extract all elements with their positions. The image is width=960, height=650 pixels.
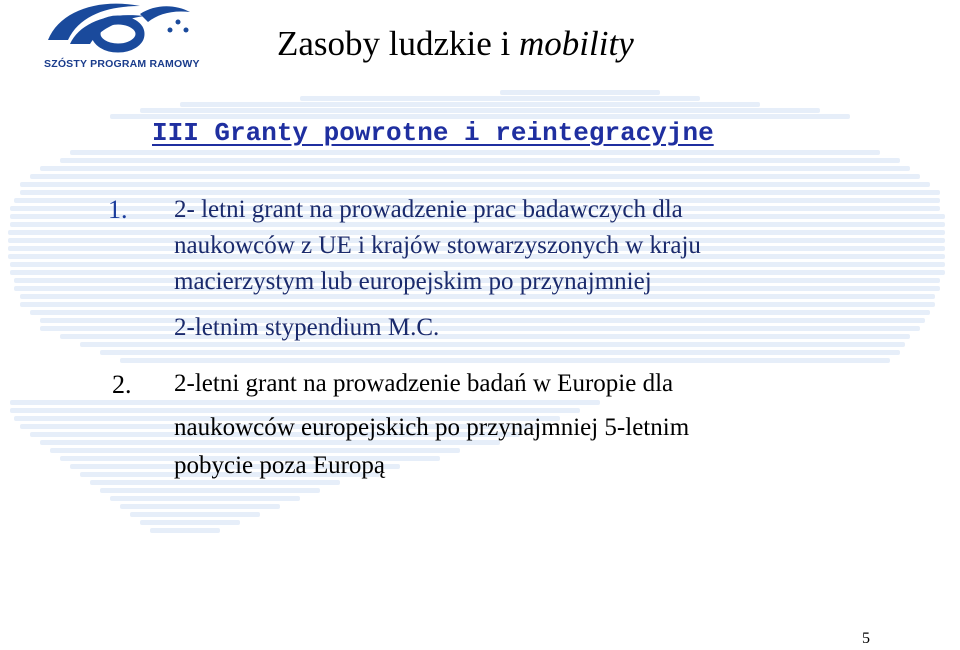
logo-text: SZÓSTY PROGRAM RAMOWY — [44, 58, 200, 70]
page-number: 5 — [862, 630, 870, 647]
section-subtitle: III Granty powrotne i reintegracyjne — [152, 118, 714, 148]
title-part-regular: Zasoby ludzkie i — [277, 24, 520, 63]
page-title — [277, 24, 634, 64]
item-1-line-3: macierzystym lub europejskim po przynajmniej — [174, 268, 652, 295]
logo-emblem-icon — [40, 0, 200, 60]
item-2-line-2: naukowców europejskich po przynajmniej 5-letnim — [174, 414, 690, 441]
item-1-line-1: 2- letni grant na prowadzenie prac badawczych dla — [174, 196, 683, 223]
item-2-line-1: 2-letni grant na prowadzenie badań w Europie dla — [174, 370, 674, 397]
item-1-line-2: naukowców z UE i krajów stowarzyszonych w kraju — [174, 232, 701, 259]
title-part-italic: mobility — [519, 24, 634, 63]
item-1-line-4: 2-letnim stypendium M.C. — [174, 314, 440, 341]
item-number-1: 1. — [108, 195, 128, 224]
item-2-line-3: pobycie poza Europą — [174, 452, 386, 479]
item-number-2: 2. — [112, 370, 132, 399]
